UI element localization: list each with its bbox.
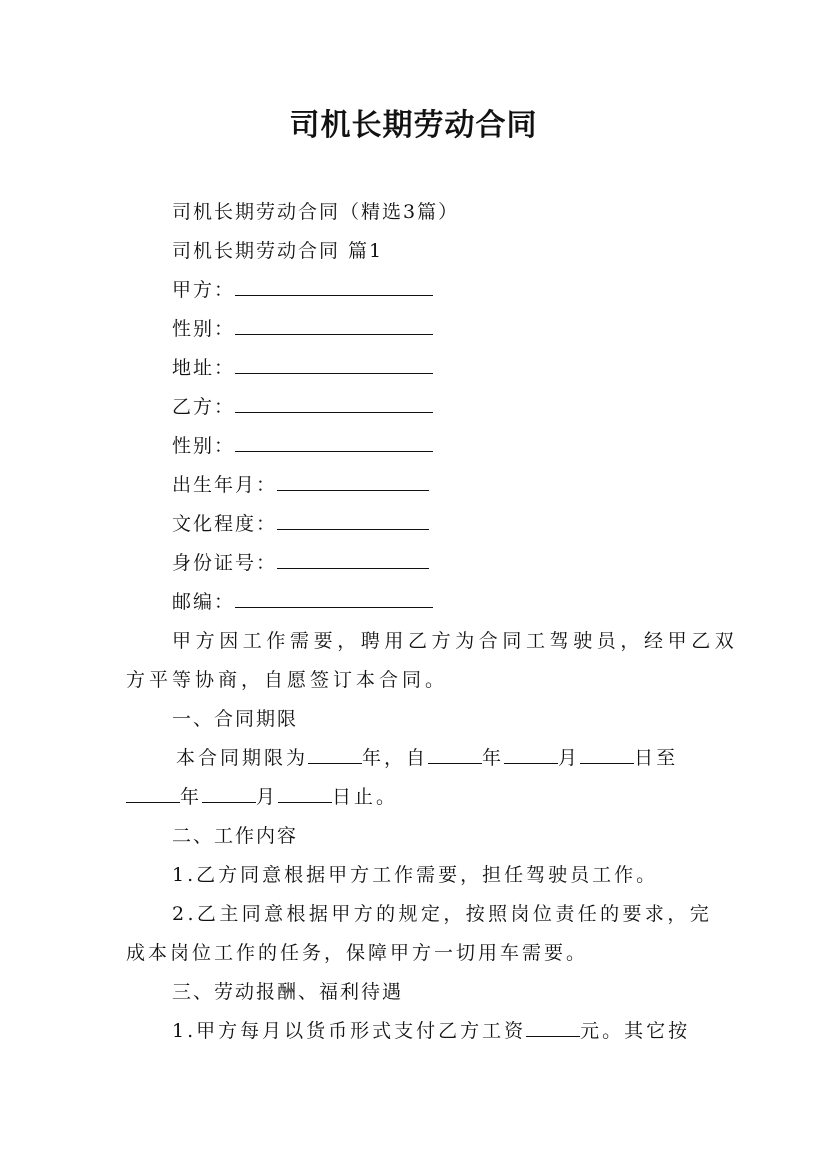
field-label: 邮编： <box>172 591 236 613</box>
field-birth <box>126 466 748 505</box>
term-text: 月 <box>558 747 581 769</box>
blank-line <box>235 372 433 374</box>
blank-line <box>504 762 558 764</box>
field-id-number <box>126 544 748 583</box>
blank-line <box>526 1035 580 1037</box>
field-gender-b <box>126 427 748 466</box>
blank-line <box>235 411 433 413</box>
term-text: 年 <box>482 747 505 769</box>
blank-line <box>235 450 433 452</box>
pay-text: 1.甲方每月以货币形式支付乙方工资 <box>172 1020 527 1042</box>
term-line <box>126 739 752 778</box>
field-education <box>126 505 748 544</box>
field-label: 出生年月： <box>172 474 278 496</box>
field-label: 地址： <box>172 357 236 379</box>
field-label: 性别： <box>172 318 236 340</box>
work-item-2-cont: 成本岗位工作的任务，保障甲方一切用车需要。 <box>126 942 589 964</box>
field-label: 性别： <box>172 435 236 457</box>
section-heading-term: 一、合同期限 <box>172 708 299 730</box>
blank-line <box>235 333 433 335</box>
intro-line: 司机长期劳动合同（精选3篇） <box>172 201 460 223</box>
section-heading-work: 二、工作内容 <box>172 825 299 847</box>
field-postcode <box>126 583 748 622</box>
section-heading: 司机长期劳动合同 篇1 <box>172 240 384 262</box>
work-item-2: 2.乙主同意根据甲方的规定，按照岗位责任的要求，完 <box>172 903 713 925</box>
blank-line <box>126 801 180 803</box>
work-item-1: 1.乙方同意根据甲方工作需要，担任驾驶员工作。 <box>172 864 659 886</box>
field-gender-a <box>126 310 748 349</box>
field-party-a <box>126 271 748 310</box>
term-text: 年，自 <box>362 747 429 769</box>
document-title: 司机长期劳动合同 <box>289 108 538 143</box>
field-party-b <box>126 388 748 427</box>
blank-line <box>202 801 256 803</box>
blank-line <box>277 528 429 530</box>
term-text: 年 <box>180 786 203 808</box>
term-text: 本合同期限为 <box>176 747 309 769</box>
field-label: 身份证号： <box>172 552 278 574</box>
paragraph-line: 方平等协商，自愿签订本合同。 <box>126 669 449 691</box>
blank-line <box>308 762 362 764</box>
blank-line <box>235 606 433 608</box>
paragraph-line: 甲方因工作需要，聘用乙方为合同工驾驶员，经甲乙双 <box>172 630 739 652</box>
term-line <box>126 778 702 817</box>
term-text: 日止。 <box>332 786 399 808</box>
blank-line <box>235 294 433 296</box>
blank-line <box>277 489 429 491</box>
blank-line <box>428 762 482 764</box>
field-label: 甲方： <box>172 279 236 301</box>
term-text: 月 <box>256 786 279 808</box>
blank-line <box>278 801 332 803</box>
field-address <box>126 349 748 388</box>
blank-line <box>277 567 429 569</box>
pay-text: 元。其它按 <box>580 1020 691 1042</box>
term-text: 日至 <box>634 747 679 769</box>
blank-line <box>580 762 634 764</box>
field-label: 文化程度： <box>172 513 278 535</box>
section-heading-pay: 三、劳动报酬、福利待遇 <box>172 981 404 1003</box>
field-label: 乙方： <box>172 396 236 418</box>
pay-item-1 <box>126 1012 748 1051</box>
